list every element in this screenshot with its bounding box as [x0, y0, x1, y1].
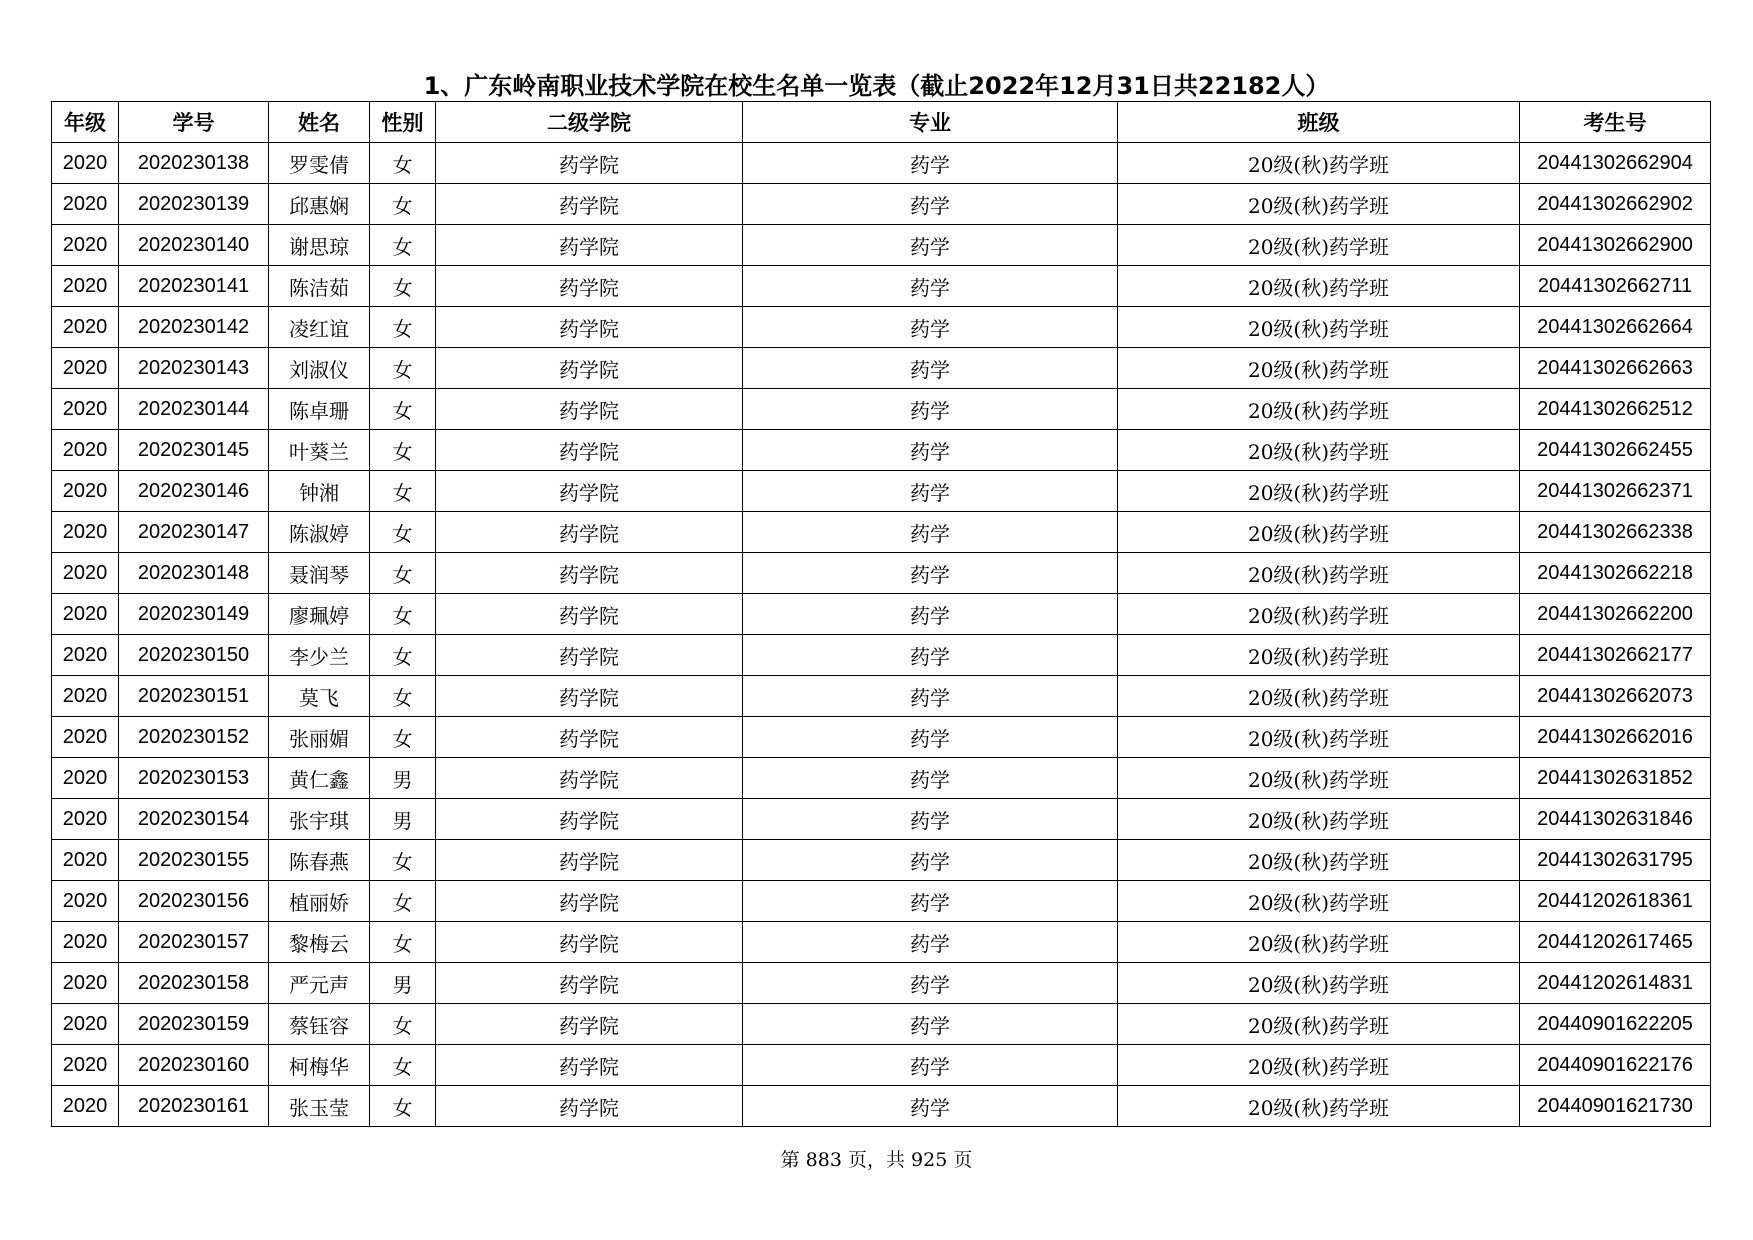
gender-cell: 女: [370, 881, 436, 922]
college-cell: 药学院: [436, 143, 743, 184]
name-cell: 陈卓珊: [269, 389, 370, 430]
student-id-cell: 2020230152: [119, 717, 269, 758]
exam-id-cell: 20441302662200: [1520, 594, 1711, 635]
gender-cell: 女: [370, 348, 436, 389]
table-row: [52, 471, 1711, 512]
table-row: [52, 799, 1711, 840]
table-row: [52, 635, 1711, 676]
table-header-row: [52, 102, 1711, 143]
grade-cell: 2020: [52, 676, 119, 717]
grade-cell: 2020: [52, 225, 119, 266]
table-row: [52, 266, 1711, 307]
student-id-cell: 2020230144: [119, 389, 269, 430]
column-header-gender: 性别: [370, 102, 436, 143]
exam-id-cell: 20441302662455: [1520, 430, 1711, 471]
exam-id-cell: 20441302662663: [1520, 348, 1711, 389]
table-row: [52, 225, 1711, 266]
college-cell: 药学院: [436, 799, 743, 840]
major-cell: 药学: [743, 676, 1118, 717]
exam-id-cell: 20441302662177: [1520, 635, 1711, 676]
name-cell: 黎梅云: [269, 922, 370, 963]
class-cell: 20级(秋)药学班: [1118, 881, 1520, 922]
gender-cell: 女: [370, 922, 436, 963]
table-row: [52, 512, 1711, 553]
major-cell: 药学: [743, 1004, 1118, 1045]
student-id-cell: 2020230149: [119, 594, 269, 635]
name-cell: 严元声: [269, 963, 370, 1004]
table-body: [52, 143, 1711, 1127]
college-cell: 药学院: [436, 1004, 743, 1045]
student-id-cell: 2020230142: [119, 307, 269, 348]
college-cell: 药学院: [436, 758, 743, 799]
class-cell: 20级(秋)药学班: [1118, 717, 1520, 758]
student-id-cell: 2020230157: [119, 922, 269, 963]
table-row: [52, 758, 1711, 799]
name-cell: 邱惠娴: [269, 184, 370, 225]
major-cell: 药学: [743, 430, 1118, 471]
table-row: [52, 881, 1711, 922]
name-cell: 廖珮婷: [269, 594, 370, 635]
student-id-cell: 2020230148: [119, 553, 269, 594]
class-cell: 20级(秋)药学班: [1118, 471, 1520, 512]
exam-id-cell: 20441202618361: [1520, 881, 1711, 922]
major-cell: 药学: [743, 143, 1118, 184]
column-header-grade: 年级: [52, 102, 119, 143]
major-cell: 药学: [743, 758, 1118, 799]
gender-cell: 女: [370, 553, 436, 594]
grade-cell: 2020: [52, 717, 119, 758]
name-cell: 罗雯倩: [269, 143, 370, 184]
college-cell: 药学院: [436, 389, 743, 430]
student-id-cell: 2020230147: [119, 512, 269, 553]
class-cell: 20级(秋)药学班: [1118, 758, 1520, 799]
grade-cell: 2020: [52, 307, 119, 348]
class-cell: 20级(秋)药学班: [1118, 922, 1520, 963]
exam-id-cell: 20441302662902: [1520, 184, 1711, 225]
name-cell: 陈春燕: [269, 840, 370, 881]
class-cell: 20级(秋)药学班: [1118, 184, 1520, 225]
college-cell: 药学院: [436, 840, 743, 881]
class-cell: 20级(秋)药学班: [1118, 963, 1520, 1004]
college-cell: 药学院: [436, 348, 743, 389]
table-row: [52, 1045, 1711, 1086]
major-cell: 药学: [743, 717, 1118, 758]
student-id-cell: 2020230161: [119, 1086, 269, 1127]
major-cell: 药学: [743, 389, 1118, 430]
exam-id-cell: 20440901621730: [1520, 1086, 1711, 1127]
name-cell: 凌红谊: [269, 307, 370, 348]
exam-id-cell: 20441202614831: [1520, 963, 1711, 1004]
name-cell: 钟湘: [269, 471, 370, 512]
name-cell: 聂润琴: [269, 553, 370, 594]
table-row: [52, 348, 1711, 389]
name-cell: 刘淑仪: [269, 348, 370, 389]
gender-cell: 女: [370, 266, 436, 307]
student-id-cell: 2020230145: [119, 430, 269, 471]
college-cell: 药学院: [436, 676, 743, 717]
table-row: [52, 717, 1711, 758]
column-header-college: 二级学院: [436, 102, 743, 143]
major-cell: 药学: [743, 471, 1118, 512]
page-title: 1、广东岭南职业技术学院在校生名单一览表（截止2022年12月31日共22182人）: [423, 72, 1330, 100]
college-cell: 药学院: [436, 225, 743, 266]
gender-cell: 男: [370, 758, 436, 799]
class-cell: 20级(秋)药学班: [1118, 635, 1520, 676]
grade-cell: 2020: [52, 430, 119, 471]
college-cell: 药学院: [436, 553, 743, 594]
table-row: [52, 307, 1711, 348]
major-cell: 药学: [743, 922, 1118, 963]
college-cell: 药学院: [436, 512, 743, 553]
college-cell: 药学院: [436, 430, 743, 471]
page-footer: 第 883 页，共 925 页: [780, 1149, 973, 1171]
grade-cell: 2020: [52, 348, 119, 389]
grade-cell: 2020: [52, 840, 119, 881]
class-cell: 20级(秋)药学班: [1118, 430, 1520, 471]
student-id-cell: 2020230153: [119, 758, 269, 799]
college-cell: 药学院: [436, 635, 743, 676]
major-cell: 药学: [743, 348, 1118, 389]
college-cell: 药学院: [436, 266, 743, 307]
table-row: [52, 676, 1711, 717]
table-row: [52, 430, 1711, 471]
name-cell: 莫飞: [269, 676, 370, 717]
table-row: [52, 553, 1711, 594]
table-row: [52, 963, 1711, 1004]
major-cell: 药学: [743, 184, 1118, 225]
class-cell: 20级(秋)药学班: [1118, 389, 1520, 430]
exam-id-cell: 20441302631795: [1520, 840, 1711, 881]
table-row: [52, 1086, 1711, 1127]
college-cell: 药学院: [436, 1086, 743, 1127]
major-cell: 药学: [743, 881, 1118, 922]
gender-cell: 女: [370, 184, 436, 225]
student-id-cell: 2020230151: [119, 676, 269, 717]
major-cell: 药学: [743, 1086, 1118, 1127]
exam-id-cell: 20441302662664: [1520, 307, 1711, 348]
table-row: [52, 389, 1711, 430]
college-cell: 药学院: [436, 184, 743, 225]
grade-cell: 2020: [52, 922, 119, 963]
exam-id-cell: 20441302662711: [1520, 266, 1711, 307]
class-cell: 20级(秋)药学班: [1118, 143, 1520, 184]
class-cell: 20级(秋)药学班: [1118, 1004, 1520, 1045]
name-cell: 黄仁鑫: [269, 758, 370, 799]
student-id-cell: 2020230159: [119, 1004, 269, 1045]
college-cell: 药学院: [436, 922, 743, 963]
class-cell: 20级(秋)药学班: [1118, 1045, 1520, 1086]
grade-cell: 2020: [52, 1086, 119, 1127]
gender-cell: 女: [370, 307, 436, 348]
name-cell: 陈洁茹: [269, 266, 370, 307]
student-id-cell: 2020230158: [119, 963, 269, 1004]
gender-cell: 女: [370, 1086, 436, 1127]
name-cell: 张玉莹: [269, 1086, 370, 1127]
name-cell: 谢思琼: [269, 225, 370, 266]
name-cell: 张宇琪: [269, 799, 370, 840]
grade-cell: 2020: [52, 1004, 119, 1045]
class-cell: 20级(秋)药学班: [1118, 225, 1520, 266]
exam-id-cell: 20440901622205: [1520, 1004, 1711, 1045]
gender-cell: 女: [370, 717, 436, 758]
grade-cell: 2020: [52, 143, 119, 184]
table-row: [52, 143, 1711, 184]
student-id-cell: 2020230138: [119, 143, 269, 184]
major-cell: 药学: [743, 1045, 1118, 1086]
class-cell: 20级(秋)药学班: [1118, 348, 1520, 389]
class-cell: 20级(秋)药学班: [1118, 840, 1520, 881]
grade-cell: 2020: [52, 512, 119, 553]
student-id-cell: 2020230160: [119, 1045, 269, 1086]
gender-cell: 女: [370, 143, 436, 184]
class-cell: 20级(秋)药学班: [1118, 676, 1520, 717]
student-id-cell: 2020230154: [119, 799, 269, 840]
major-cell: 药学: [743, 553, 1118, 594]
student-id-cell: 2020230139: [119, 184, 269, 225]
grade-cell: 2020: [52, 266, 119, 307]
student-id-cell: 2020230150: [119, 635, 269, 676]
name-cell: 陈淑婷: [269, 512, 370, 553]
column-header-class: 班级: [1118, 102, 1520, 143]
class-cell: 20级(秋)药学班: [1118, 512, 1520, 553]
exam-id-cell: 20440901622176: [1520, 1045, 1711, 1086]
name-cell: 叶葵兰: [269, 430, 370, 471]
name-cell: 蔡钰容: [269, 1004, 370, 1045]
class-cell: 20级(秋)药学班: [1118, 1086, 1520, 1127]
student-id-cell: 2020230143: [119, 348, 269, 389]
exam-id-cell: 20441302662016: [1520, 717, 1711, 758]
major-cell: 药学: [743, 307, 1118, 348]
grade-cell: 2020: [52, 799, 119, 840]
major-cell: 药学: [743, 225, 1118, 266]
table-row: [52, 594, 1711, 635]
class-cell: 20级(秋)药学班: [1118, 553, 1520, 594]
major-cell: 药学: [743, 840, 1118, 881]
grade-cell: 2020: [52, 881, 119, 922]
gender-cell: 女: [370, 1004, 436, 1045]
exam-id-cell: 20441302662900: [1520, 225, 1711, 266]
major-cell: 药学: [743, 635, 1118, 676]
name-cell: 张丽媚: [269, 717, 370, 758]
college-cell: 药学院: [436, 1045, 743, 1086]
class-cell: 20级(秋)药学班: [1118, 799, 1520, 840]
gender-cell: 女: [370, 225, 436, 266]
grade-cell: 2020: [52, 389, 119, 430]
grade-cell: 2020: [52, 594, 119, 635]
college-cell: 药学院: [436, 594, 743, 635]
table-row: [52, 1004, 1711, 1045]
student-id-cell: 2020230155: [119, 840, 269, 881]
gender-cell: 女: [370, 594, 436, 635]
college-cell: 药学院: [436, 471, 743, 512]
college-cell: 药学院: [436, 963, 743, 1004]
exam-id-cell: 20441302662073: [1520, 676, 1711, 717]
gender-cell: 女: [370, 1045, 436, 1086]
grade-cell: 2020: [52, 758, 119, 799]
grade-cell: 2020: [52, 963, 119, 1004]
class-cell: 20级(秋)药学班: [1118, 307, 1520, 348]
name-cell: 李少兰: [269, 635, 370, 676]
exam-id-cell: 20441302662904: [1520, 143, 1711, 184]
student-id-cell: 2020230141: [119, 266, 269, 307]
major-cell: 药学: [743, 512, 1118, 553]
grade-cell: 2020: [52, 471, 119, 512]
exam-id-cell: 20441302662338: [1520, 512, 1711, 553]
gender-cell: 男: [370, 799, 436, 840]
table-row: [52, 840, 1711, 881]
gender-cell: 女: [370, 389, 436, 430]
student-id-cell: 2020230156: [119, 881, 269, 922]
grade-cell: 2020: [52, 635, 119, 676]
gender-cell: 男: [370, 963, 436, 1004]
student-id-cell: 2020230140: [119, 225, 269, 266]
major-cell: 药学: [743, 799, 1118, 840]
grade-cell: 2020: [52, 184, 119, 225]
column-header-name: 姓名: [269, 102, 370, 143]
gender-cell: 女: [370, 471, 436, 512]
gender-cell: 女: [370, 512, 436, 553]
gender-cell: 女: [370, 430, 436, 471]
table-row: [52, 922, 1711, 963]
exam-id-cell: 20441302662512: [1520, 389, 1711, 430]
college-cell: 药学院: [436, 881, 743, 922]
column-header-major: 专业: [743, 102, 1118, 143]
college-cell: 药学院: [436, 717, 743, 758]
name-cell: 植丽娇: [269, 881, 370, 922]
table-row: [52, 184, 1711, 225]
student-roster-table: [51, 101, 1711, 1127]
major-cell: 药学: [743, 266, 1118, 307]
exam-id-cell: 20441302631846: [1520, 799, 1711, 840]
college-cell: 药学院: [436, 307, 743, 348]
grade-cell: 2020: [52, 1045, 119, 1086]
column-header-exam-id: 考生号: [1520, 102, 1711, 143]
grade-cell: 2020: [52, 553, 119, 594]
gender-cell: 女: [370, 635, 436, 676]
name-cell: 柯梅华: [269, 1045, 370, 1086]
major-cell: 药学: [743, 963, 1118, 1004]
exam-id-cell: 20441202617465: [1520, 922, 1711, 963]
exam-id-cell: 20441302631852: [1520, 758, 1711, 799]
student-id-cell: 2020230146: [119, 471, 269, 512]
exam-id-cell: 20441302662218: [1520, 553, 1711, 594]
major-cell: 药学: [743, 594, 1118, 635]
column-header-student-id: 学号: [119, 102, 269, 143]
exam-id-cell: 20441302662371: [1520, 471, 1711, 512]
gender-cell: 女: [370, 676, 436, 717]
class-cell: 20级(秋)药学班: [1118, 594, 1520, 635]
class-cell: 20级(秋)药学班: [1118, 266, 1520, 307]
gender-cell: 女: [370, 840, 436, 881]
